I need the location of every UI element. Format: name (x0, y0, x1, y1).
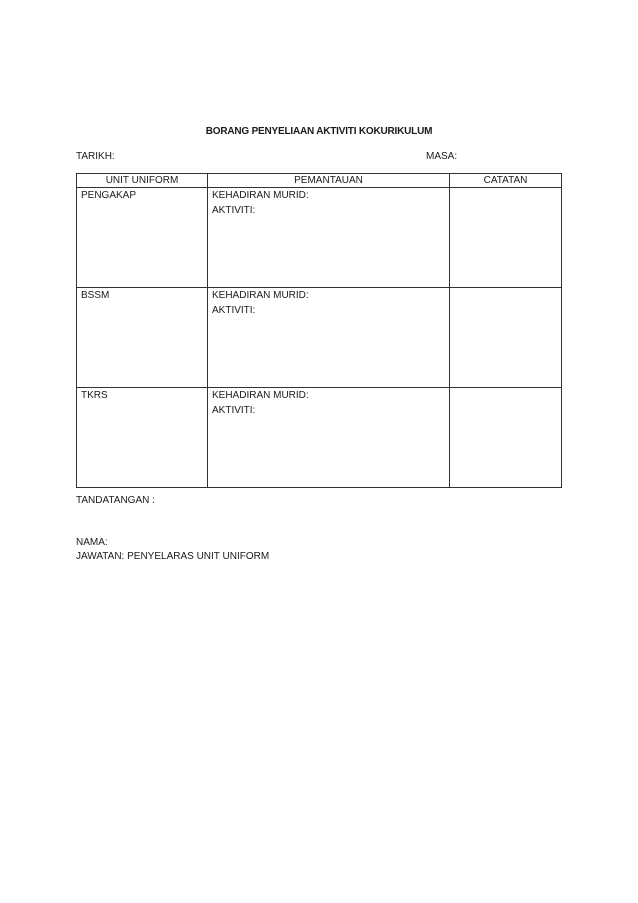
kehadiran-label: KEHADIRAN MURID: (212, 190, 309, 201)
tandatangan-label: TANDATANGAN : (76, 495, 155, 506)
pemantauan-cell (208, 388, 450, 488)
unit-cell: PENGAKAP (77, 188, 208, 288)
aktiviti-label: AKTIVITI: (212, 305, 256, 316)
pemantauan-cell (208, 188, 450, 288)
table-header-row (77, 174, 562, 188)
aktiviti-label: AKTIVITI: (212, 405, 256, 416)
catatan-cell (450, 388, 562, 488)
unit-cell: BSSM (77, 288, 208, 388)
pemantauan-cell (208, 288, 450, 388)
kehadiran-label: KEHADIRAN MURID: (212, 390, 309, 401)
form-title: BORANG PENYELIAAN AKTIVITI KOKURIKULUM (205, 126, 433, 137)
table-row (77, 288, 562, 388)
catatan-cell (450, 288, 562, 388)
header-catatan: CATATAN (450, 174, 562, 188)
tarikh-label: TARIKH: (76, 151, 115, 162)
aktiviti-label: AKTIVITI: (212, 205, 256, 216)
kehadiran-label: KEHADIRAN MURID: (212, 290, 309, 301)
jawatan-label: JAWATAN: PENYELARAS UNIT UNIFORM (76, 551, 270, 562)
header-unit-uniform: UNIT UNIFORM (77, 174, 208, 188)
table-row (77, 388, 562, 488)
header-pemantauan: PEMANTAUAN (208, 174, 450, 188)
supervision-table (76, 173, 562, 488)
nama-label: NAMA: (76, 537, 108, 548)
catatan-cell (450, 188, 562, 288)
unit-cell: TKRS (77, 388, 208, 488)
table-row (77, 188, 562, 288)
masa-label: MASA: (426, 151, 458, 162)
